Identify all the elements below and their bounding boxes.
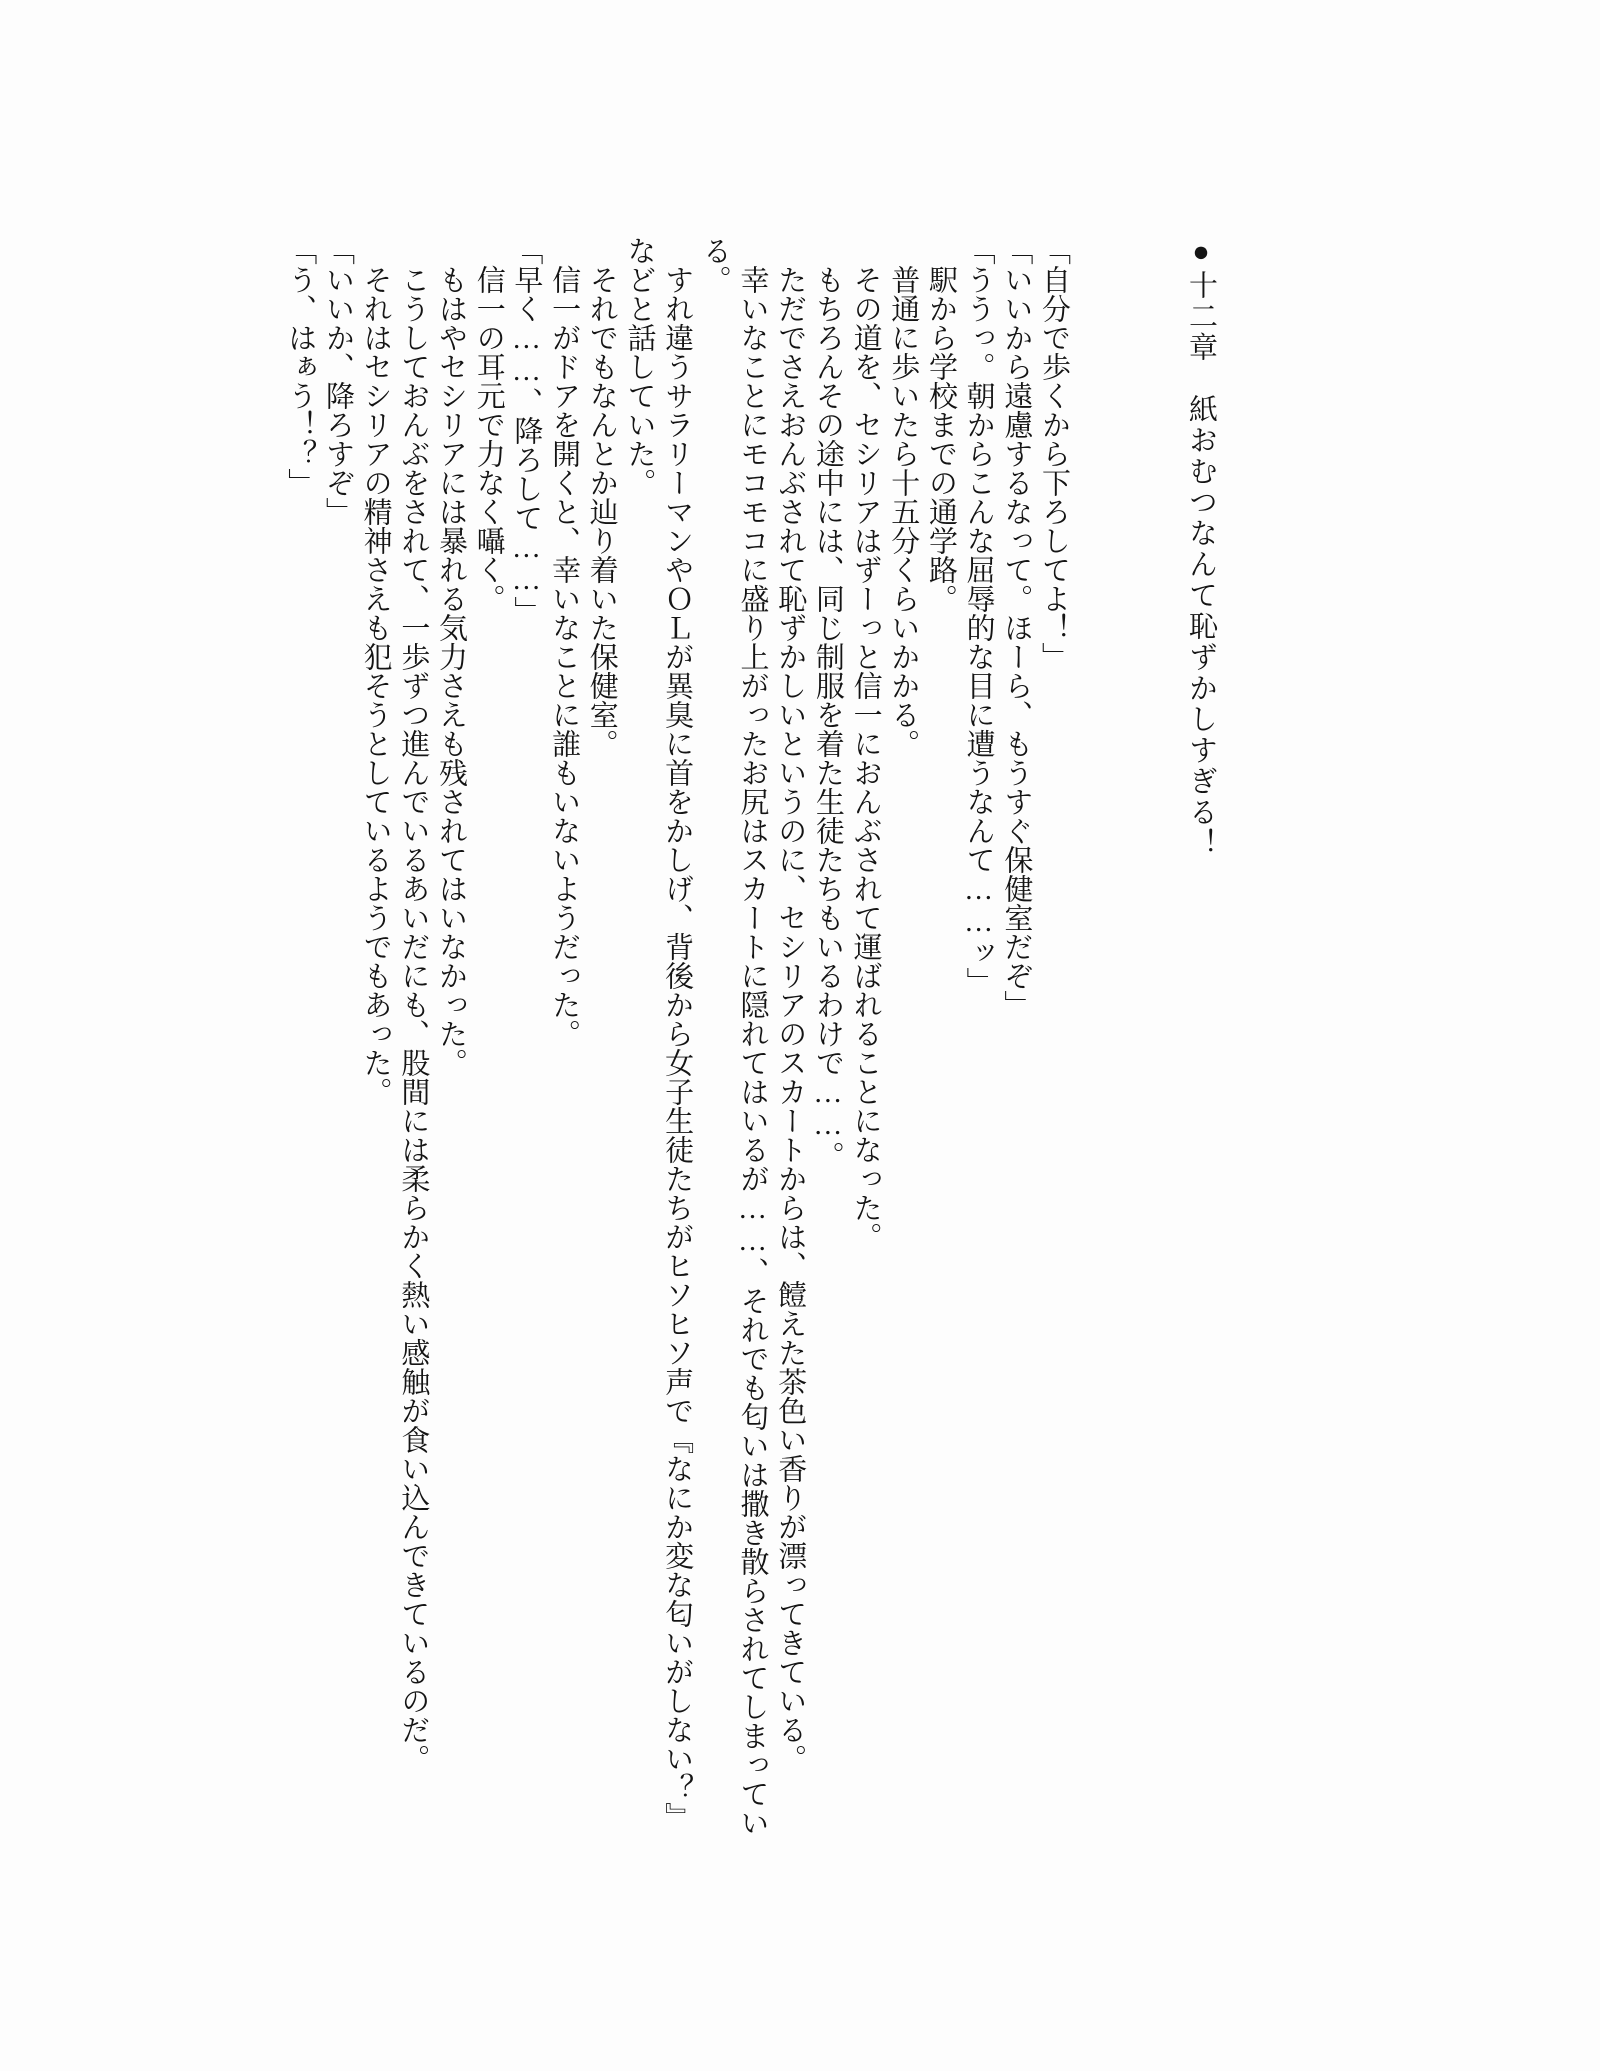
text-column: こうしておんぶをされて、一歩ずつ進んでいるあいだにも、股間には柔らかく熱い感触が食い込んできているのだ。 bbox=[397, 265, 430, 1773]
text-column: などと話していた。 bbox=[623, 236, 656, 497]
text-column: 「いいから遠慮するなって。ほーら、もうすぐ保健室だぞ」 bbox=[1000, 236, 1033, 1019]
text-column: 「いいか、降ろすぞ」 bbox=[321, 236, 354, 526]
text-column: 「う、はぁう！？」 bbox=[284, 236, 317, 497]
body-text bbox=[281, 236, 1072, 1886]
text-column: すれ違うサラリーマンやＯＬが異臭に首をかしげ、背後から女子生徒たちがヒソヒソ声で『なにか変な匂いがしない？』 bbox=[661, 265, 694, 1831]
text-column: もちろんその途中には、同じ制服を着た生徒たちもいるわけで……。 bbox=[811, 265, 844, 1170]
text-column: 駅から学校までの通学路。 bbox=[924, 265, 957, 613]
text-column: 信一の耳元で力なく囁く。 bbox=[472, 265, 505, 613]
text-column: その道を、セシリアはずーっと信一におんぶされて運ばれることになった。 bbox=[849, 265, 882, 1251]
text-column: ただでさえおんぶされて恥ずかしいというのに、セシリアのスカートからは、饐えた茶色い香りが漂ってきている。 bbox=[774, 265, 807, 1773]
text-column: それはセシリアの精神さえも犯そうとしているようでもあった。 bbox=[359, 265, 392, 1106]
text-column: 普通に歩いたら十五分くらいかかる。 bbox=[887, 265, 920, 758]
text-column: 「ううっ。朝からこんな屈辱的な目に遭うなんて……ッ」 bbox=[962, 236, 995, 996]
text-column: 幸いなことにモコモコに盛り上がったお尻はスカートに隠れてはいるが……、それでも匂いは撒き散らされてしまってい bbox=[736, 265, 769, 1837]
text-column: 信一がドアを開くと、幸いなことに誰もいないようだった。 bbox=[548, 265, 581, 1048]
text-column: 「早く……、降ろして……」 bbox=[510, 236, 543, 625]
text-column: る。 bbox=[698, 236, 731, 294]
text-column: もはやセシリアには暴れる気力さえも残されてはいなかった。 bbox=[435, 265, 467, 1077]
text-column: それでもなんとか辿り着いた保健室。 bbox=[585, 265, 618, 758]
chapter-title: ●十二章 紙おむつなんて恥ずかしすぎる！ bbox=[1185, 236, 1217, 859]
text-column: 「自分で歩くから下ろしてよ！」 bbox=[1038, 236, 1070, 671]
